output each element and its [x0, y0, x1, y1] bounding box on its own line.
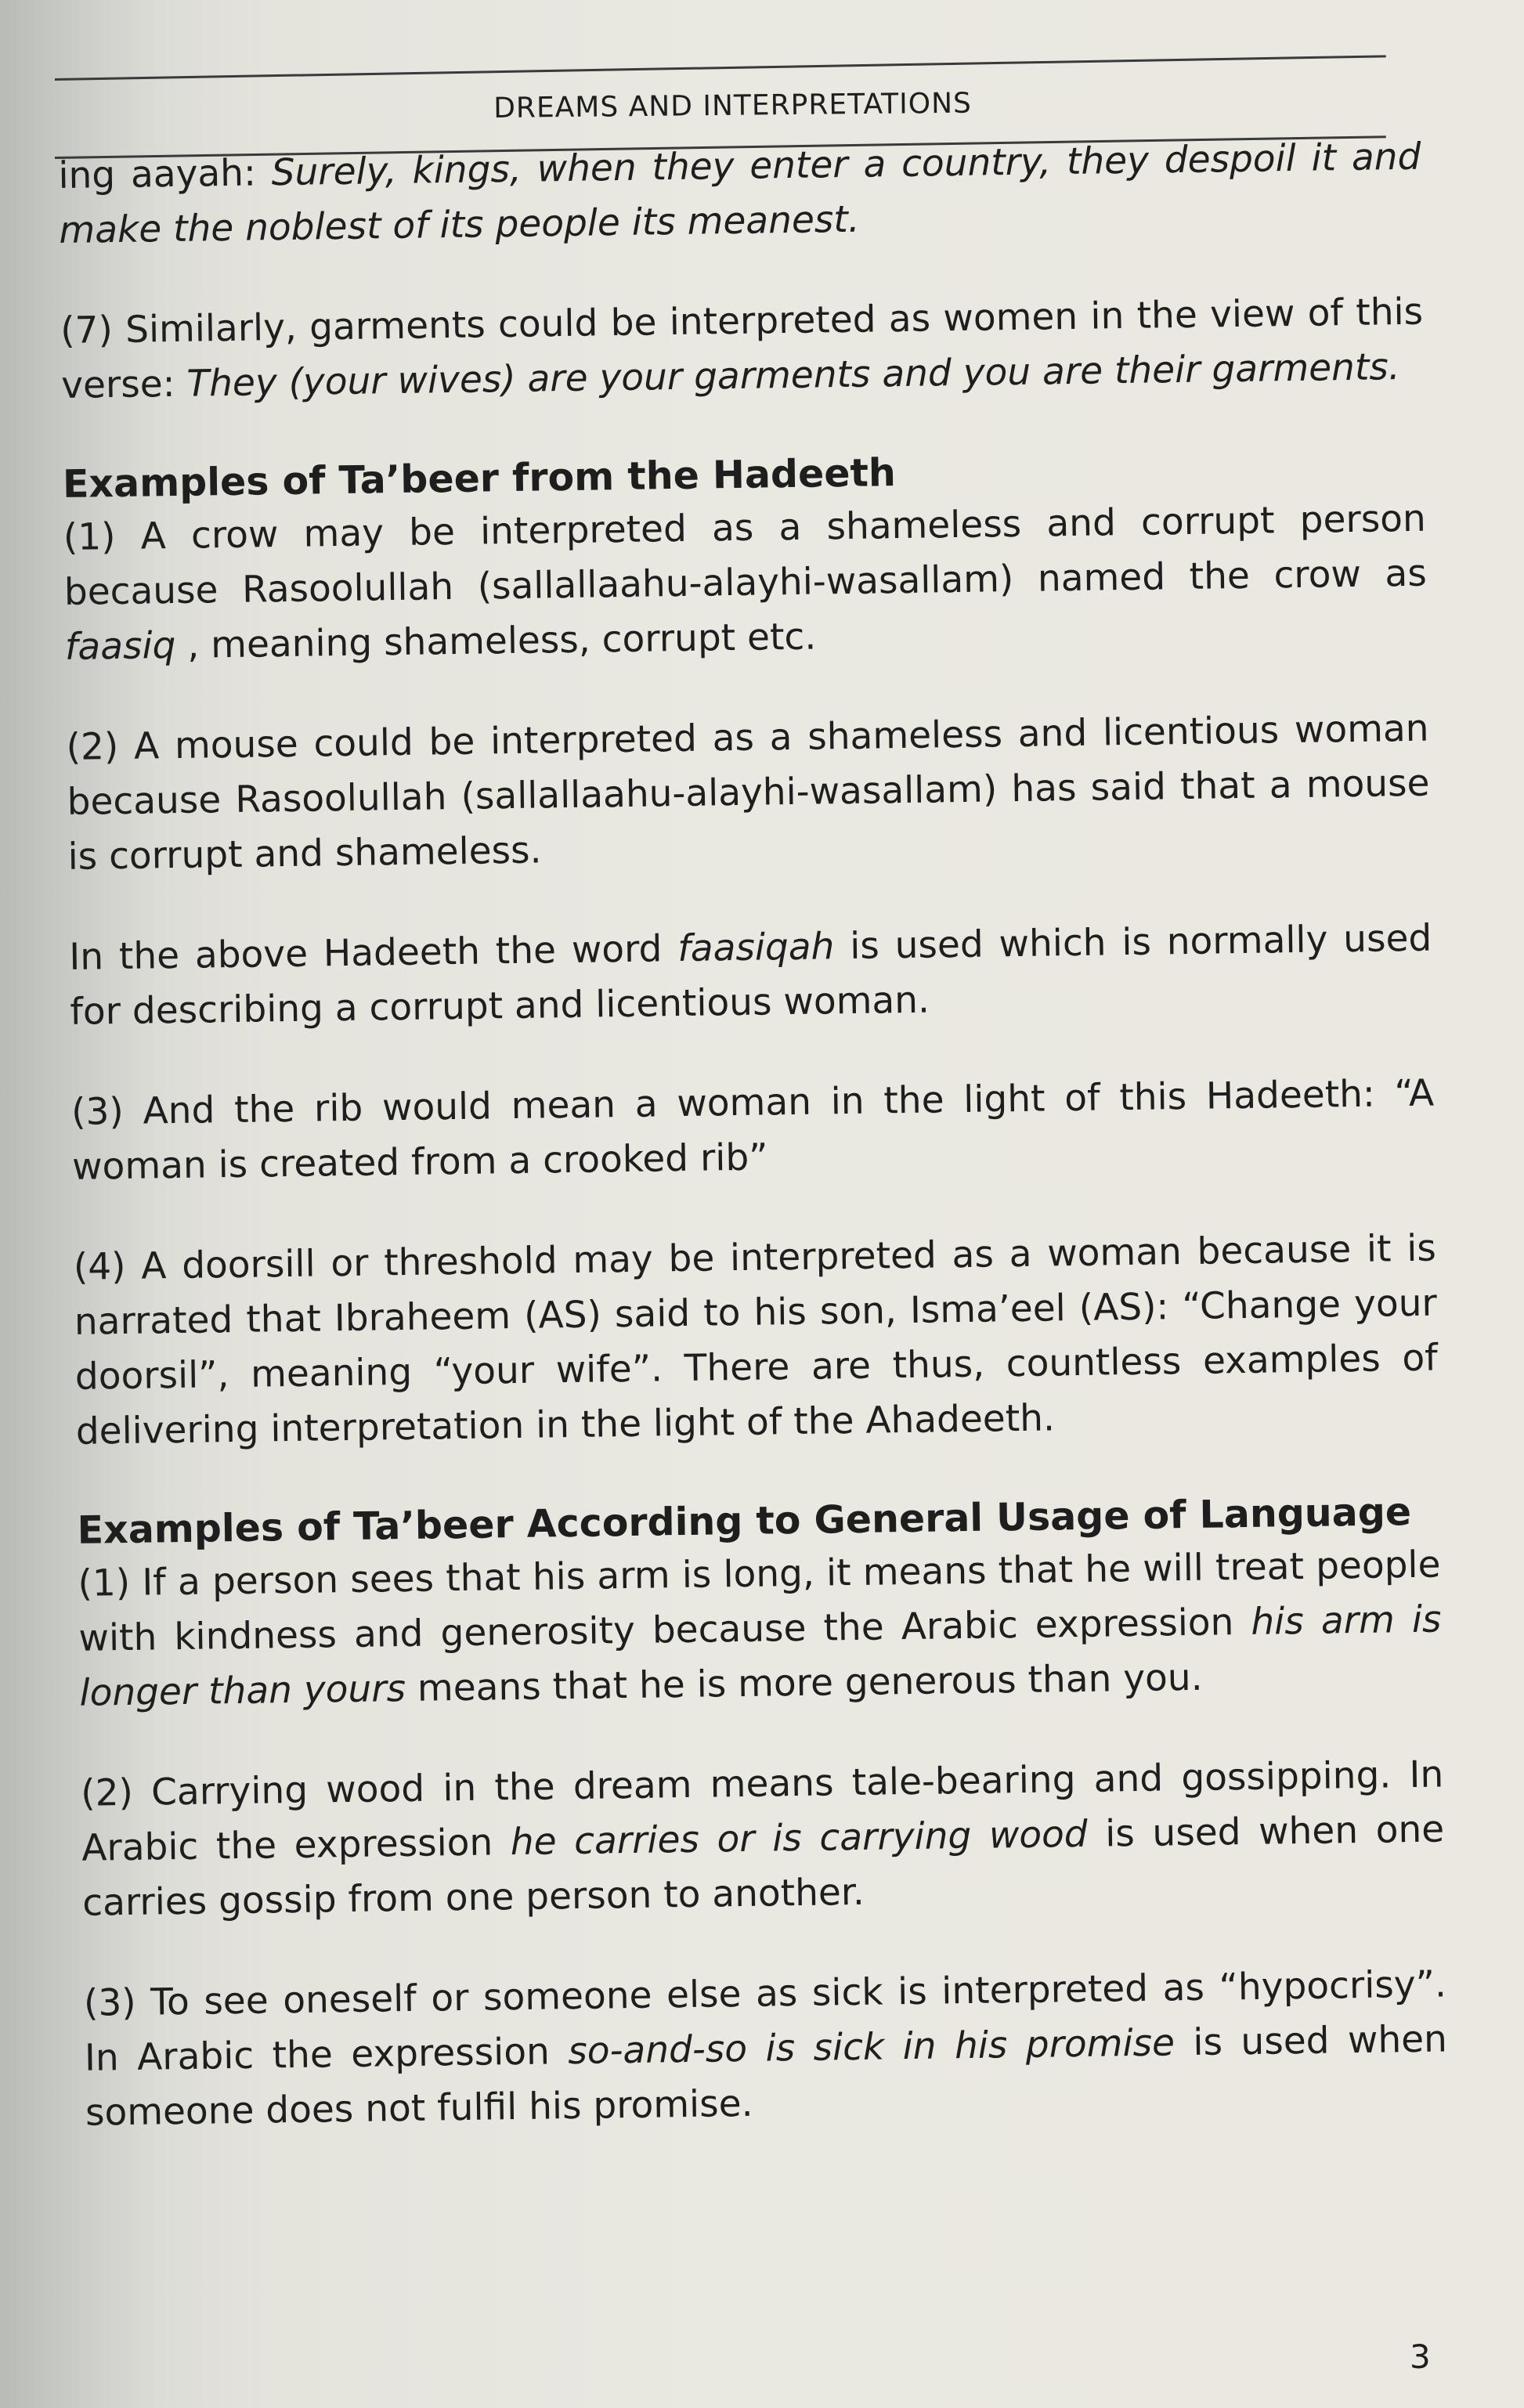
paragraph-text: means that he is more generous than you.: [405, 1655, 1203, 1710]
paragraph-carrying-wood: [81, 1748, 1446, 1931]
paragraph-aayah-continuation: [58, 130, 1422, 258]
paragraph-text: ing aayah:: [58, 151, 273, 197]
arabic-term: faasiqah: [677, 925, 835, 971]
paragraph-rib: (3) And the rib would mean a woman in the light of this Hadeeth: “A woman is created from a crooked rib”: [70, 1071, 1435, 1189]
running-head: DREAMS AND INTERPRETATIONS: [493, 87, 973, 125]
paragraph-doorsill: (4) A doorsill or threshold may be interpreted as a woman because it is narrated that Ibraheem (AS) said to his son, Isma’eel (AS): “Change your doorsil”, meaning “your wife”. There are thus, countless examples of delivering interpretation in the light of the Ahadeeth.: [73, 1226, 1439, 1453]
quoted-verse: They (your wives) are your garments and you are their garments.: [186, 345, 1401, 406]
arabic-expression: so-and-so is sick in his promise: [567, 2021, 1176, 2074]
paragraph-text: (1) A crow may be interpreted as a shameless and corrupt person because Rasoolullah (sallallaahu-alayhi-wasallam) named the crow as: [63, 496, 1428, 614]
section-heading-language: Examples of Ta’beer According to General Usage of Language: [77, 1489, 1412, 1553]
paragraph-text: (7) Similarly, garments could be interpreted as women in the view of this verse:: [60, 290, 1424, 407]
paragraph-text: is used when someone does not fulfil his promise.: [85, 2017, 1448, 2135]
paragraph-text: In the above Hadeeth the word: [69, 927, 678, 979]
paragraph-faasiqah: [69, 912, 1433, 1040]
paragraph-garments: [60, 285, 1425, 413]
paragraph-long-arm: [78, 1538, 1443, 1721]
section-heading-hadeeth: Examples of Ta’beer from the Hadeeth: [62, 450, 897, 507]
paragraph-sickness: [84, 1957, 1449, 2140]
paragraph-text: (2) Carrying wood in the dream means tale-bearing and gossipping. In Arabic the expression: [80, 1753, 1444, 1870]
arabic-term: faasiq: [64, 623, 176, 669]
arabic-expression: his arm is longer than yours: [79, 1598, 1442, 1715]
header-rule-top: [55, 55, 1386, 81]
arabic-expression: he carries or is carrying wood: [510, 1812, 1089, 1865]
quoted-verse: Surely, kings, when they enter a country, they despoil it and make the noblest of its people its meanest.: [59, 135, 1421, 252]
body-text: [58, 130, 1448, 2141]
paragraph-mouse: (2) A mouse could be interpreted as a shameless and licentious woman because Rasoolullah (sallallaahu-alayhi-wasallam) has said that a mouse is corrupt and shameless.: [66, 706, 1430, 879]
paragraph-text: is used when one carries gossip from one person to another.: [81, 1807, 1445, 1925]
paragraph-text: is used which is normally used for describing a corrupt and licentious woman.: [70, 916, 1432, 1034]
paragraph-crow: [63, 492, 1428, 675]
paragraph-text: (1) If a person sees that his arm is long, it means that he will treat people with kindness and generosity because the Arabic expression: [78, 1543, 1441, 1660]
paragraph-text: , meaning shameless, corrupt etc.: [175, 615, 817, 667]
paragraph-text: (3) To see oneself or someone else as sick is interpreted as “hypocrisy”. In Arabic the expression: [83, 1962, 1447, 2080]
page-number: 3: [1410, 2338, 1431, 2376]
